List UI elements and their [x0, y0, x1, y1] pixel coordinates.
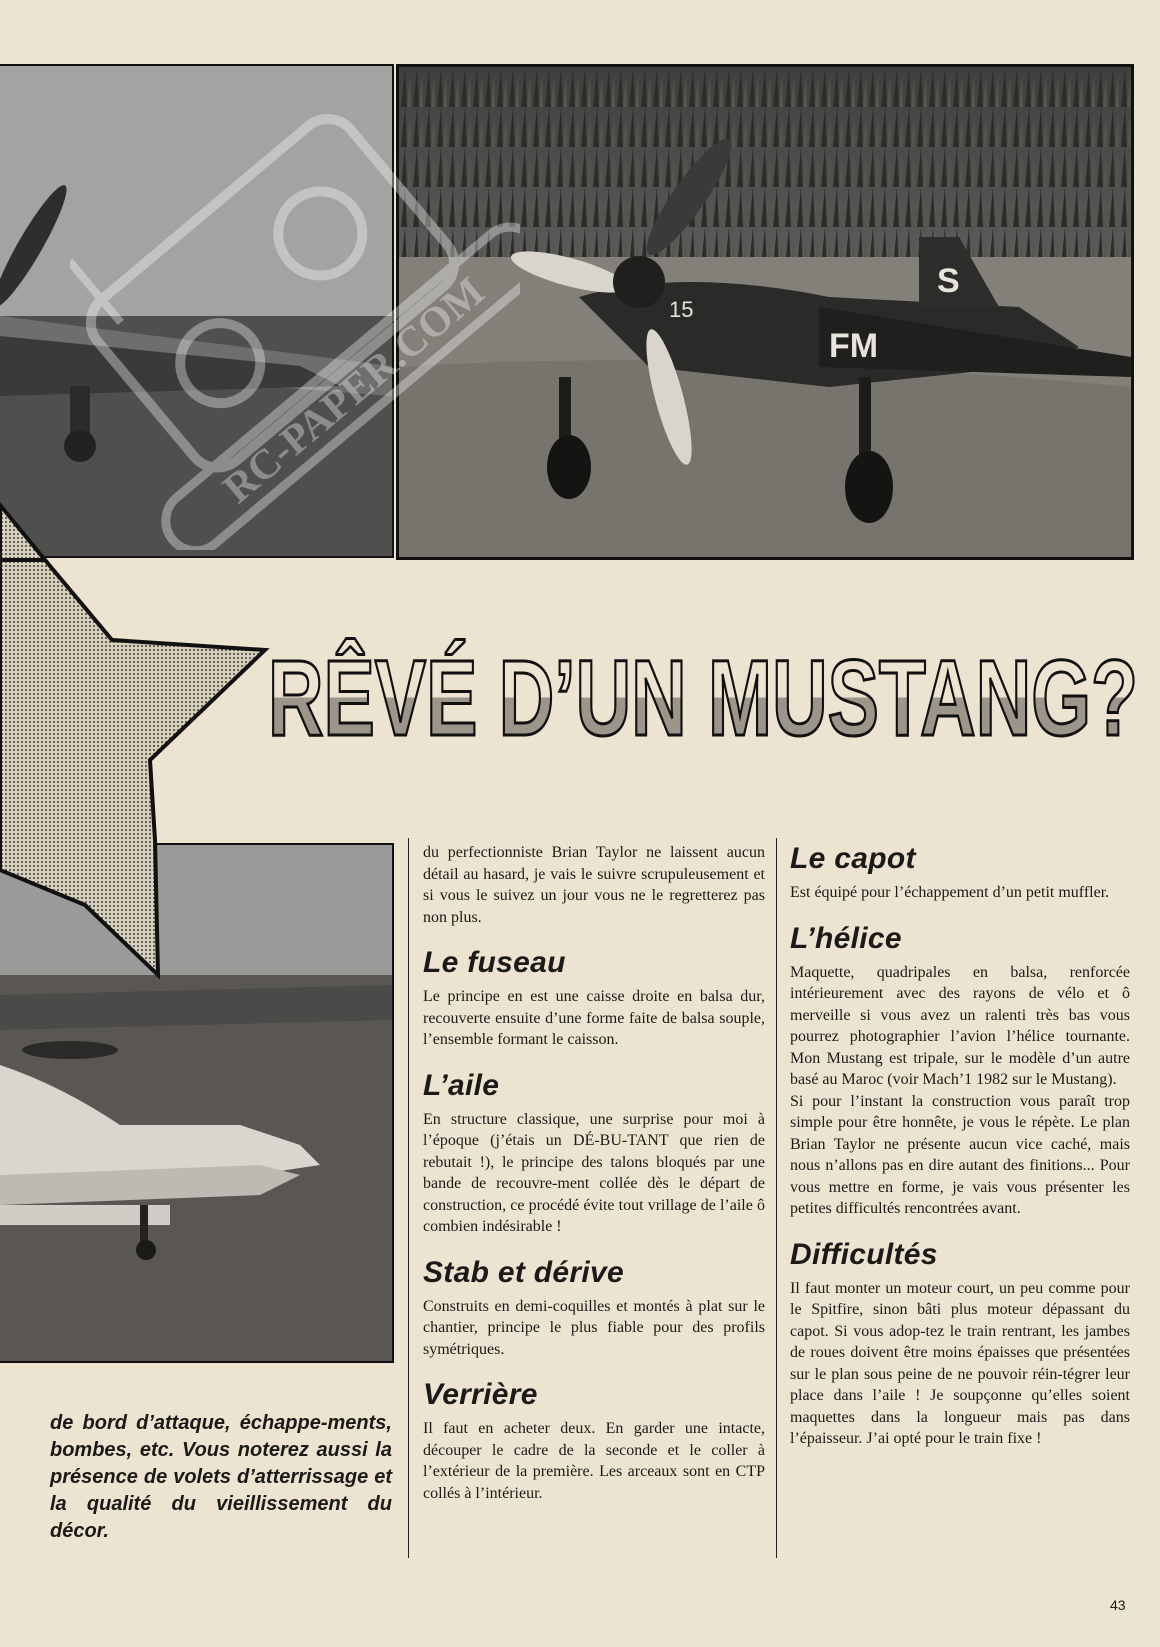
section-body: En structure classique, une surprise pour moi à l’époque (j’étais un DÉ-BU-TANT que rien de rebutait !), le principe des talons bloqués par une bande de recouvre-ment collée dès le départ de construction, ce procédé évite tout vrillage de l’aile ô combien indésirable !: [423, 1110, 765, 1235]
section-difficultes: [790, 1238, 1130, 1450]
tail-letter: S: [937, 262, 960, 300]
headline: [268, 635, 1148, 755]
section-stab-derive: [423, 1256, 765, 1361]
section-heading: L’hélice: [790, 921, 902, 955]
photo-mustang-wing: [0, 843, 394, 1363]
column-right: [790, 842, 1130, 1468]
section-heading: Le capot: [790, 842, 916, 875]
column-rule-right: [776, 838, 777, 1558]
section-body: Est équipé pour l’échappement d’un petit muffler.: [790, 884, 1110, 901]
section-capot: [790, 842, 1130, 904]
section-body: Il faut en acheter deux. En garder une intacte, découper le cadre de la seconde et le coller à l’extérieur de la première. Les arceaux sont en CTP collés à l’intérieur.: [423, 1420, 765, 1502]
column-rule-left: [408, 838, 409, 1558]
watermark-text: RC-PAPER.COM: [214, 268, 494, 513]
mustang-wing-illustration: [0, 845, 392, 1361]
page-number: 43: [1110, 1597, 1126, 1613]
intro-paragraph: du perfectionniste Brian Taylor ne laissent aucun détail au hasard, je vais le suivre scrupuleusement et si vous le suivez un jour vous ne le regretterez pas non plus.: [423, 844, 765, 926]
section-helice: [790, 922, 1130, 1220]
watermark-logo: [70, 90, 520, 550]
section-aile: [423, 1069, 765, 1238]
section-body: Il faut monter un moteur court, un peu comme pour le Spitfire, sinon bâti plus moteur dépassant du capot. Si vous adop-tez le train rentrant, les jambes de roues doivent être moins épaisses que présentées sur le plan sous peine de ne pouvoir réin-tégrer leur place dans l’aile ! Je soupçonne qu’elles soient maquettes dans la longueur mais pas dans l’épaisseur. J’ai opté pour le train fixe !: [790, 1279, 1130, 1447]
section-heading: L’aile: [423, 1068, 500, 1102]
section-body-continued: Si pour l’instant la construction vous paraît trop simple pour être honnête, je vous le répète. Le plan Brian Taylor ne présente aucun vice caché, mais nous n’allons pas en dire autant des finitions... Pour vous mettre en forme, je vais vous présenter les petites difficultés rencontrées avant.: [790, 1092, 1130, 1217]
section-verriere: [423, 1378, 765, 1504]
section-heading: Verrière: [423, 1378, 538, 1411]
fuselage-code: FM: [829, 327, 879, 365]
section-heading: Stab et dérive: [423, 1255, 624, 1289]
section-body: Construits en demi-coquilles et montés à plat sur le chantier, principe le plus fiable pour des profils symétriques.: [423, 1297, 765, 1358]
nose-number: 15: [669, 297, 694, 322]
section-heading: Le fuseau: [423, 946, 566, 979]
section-body: Maquette, quadripales en balsa, renforcée intérieurement avec des rayons de vélo et ô merveille si vous avez un ralenti très bas vous pourrez photographier l’avion l’hélice tournante. Mon Mustang est tripale, sur le modèle d’un autre basé au Maroc (voir Mach’1 1982 sur le Mustang).: [790, 963, 1130, 1088]
photo-caption: de bord d’attaque, échappe-ments, bombes, etc. Vous noterez aussi la présence de volets d’atterrissage et la qualité du vieillissement du décor.: [50, 1412, 392, 1542]
section-fuseau: [423, 946, 765, 1051]
column-middle: [423, 842, 765, 1522]
section-heading: Difficultés: [790, 1237, 938, 1271]
section-body: Le principe en est une caisse droite en balsa dur, recouverte ensuite d’une forme faite de balsa souple, l’ensemble formant le caisson.: [423, 988, 765, 1048]
headline-text: RÊVÉ D’UN MUSTANG?: [268, 637, 1138, 755]
